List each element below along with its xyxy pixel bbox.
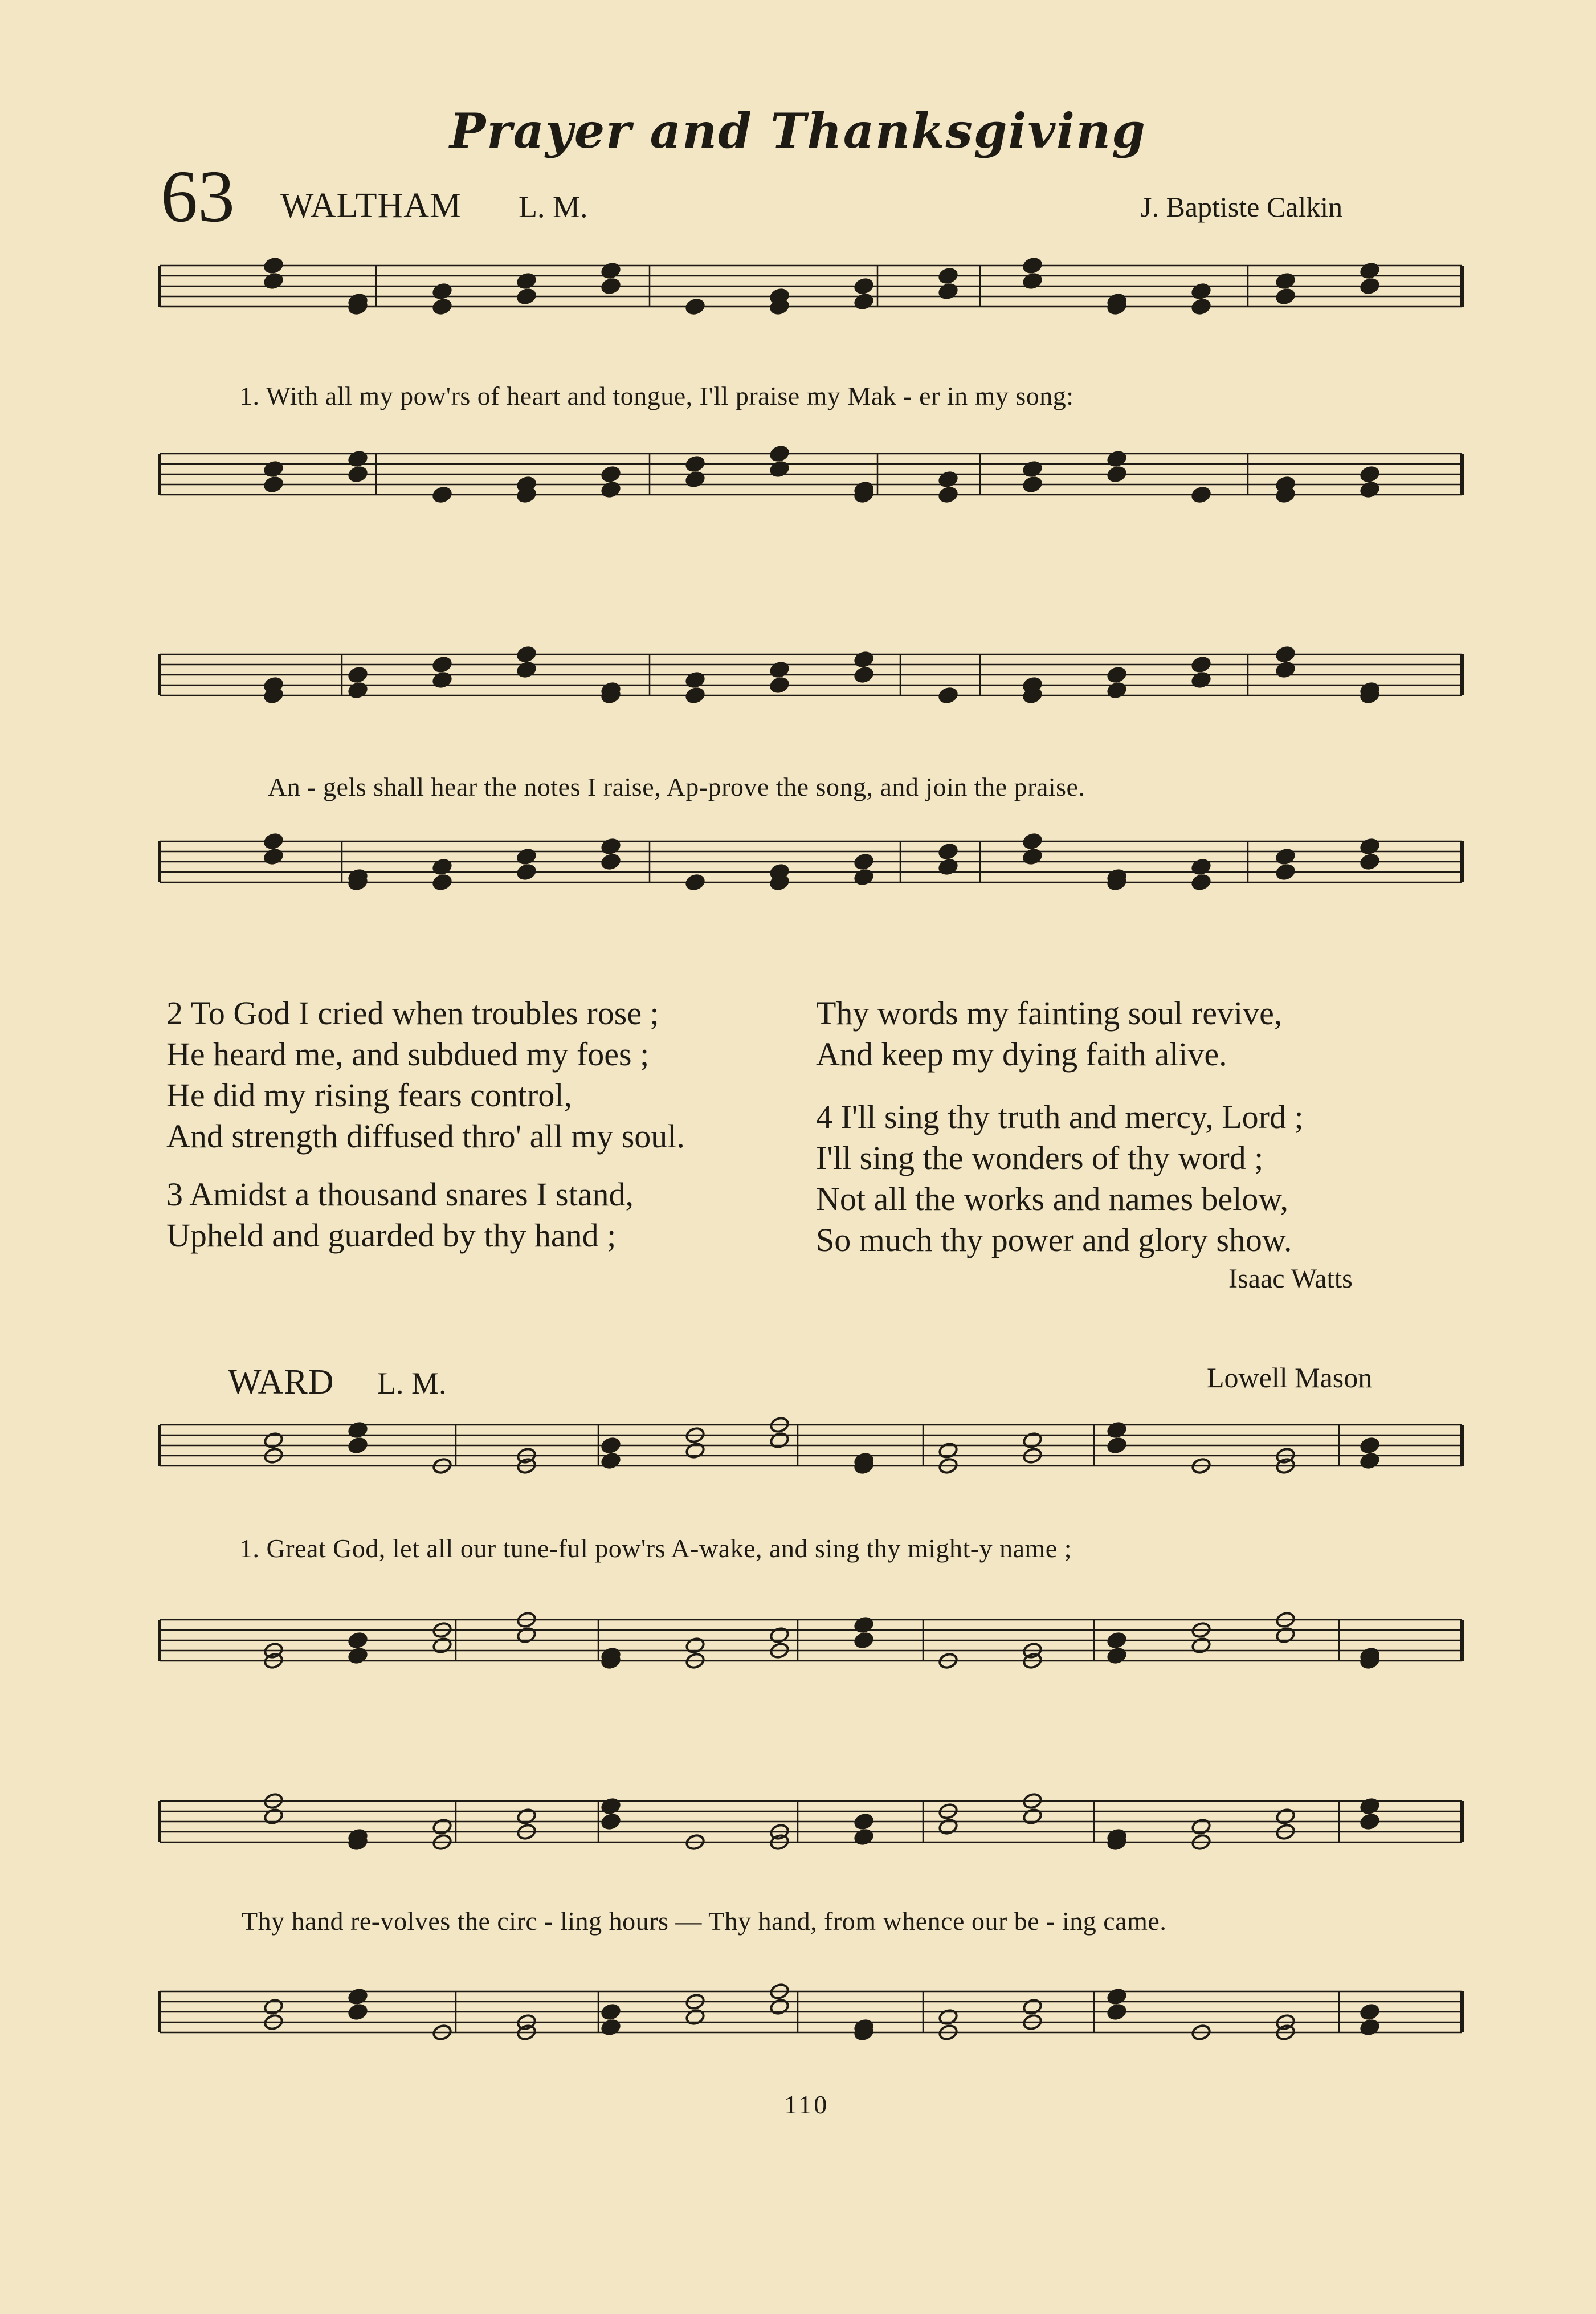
note-head [685, 687, 705, 704]
note-head [1360, 262, 1380, 280]
verse-line: I'll sing the wonders of thy word ; [816, 1139, 1264, 1176]
note-head [601, 2003, 621, 2021]
note-head [854, 278, 874, 295]
note-head [601, 1798, 621, 1815]
note-head [1275, 863, 1296, 881]
note-head [601, 262, 621, 280]
note-head [1107, 1632, 1127, 1649]
note-head [432, 1818, 452, 1836]
section-title: Prayer and Thanksgiving [450, 103, 1146, 159]
note-head [432, 858, 452, 876]
note-head [432, 298, 452, 316]
verse-line: He heard me, and subdued my foes ; [166, 1036, 650, 1073]
note-head [1107, 1421, 1127, 1439]
note-head [348, 1437, 368, 1455]
note-head [263, 1432, 284, 1449]
note-head [516, 646, 537, 663]
note-head [685, 471, 705, 488]
note-head [1107, 1437, 1127, 1455]
note-head [769, 461, 790, 478]
note-head [601, 1437, 621, 1455]
note-head [1275, 1808, 1296, 1826]
note-head [263, 848, 284, 866]
verse-4 [816, 1097, 1304, 1261]
note-head [1360, 2019, 1380, 2036]
verse-line: 3 Amidst a thousand snares I stand, [166, 1176, 634, 1213]
meter: L. M. [519, 190, 588, 224]
verse-line: Upheld and guarded by thy hand ; [166, 1217, 617, 1254]
note-head [348, 1647, 368, 1665]
note-head [432, 656, 452, 674]
note-head [938, 1442, 958, 1460]
note-head [854, 666, 874, 684]
note-head [601, 838, 621, 855]
note-head [516, 272, 537, 290]
note-head [1022, 476, 1043, 494]
note-head [854, 869, 874, 886]
note-head [601, 853, 621, 871]
note-head [1022, 833, 1043, 850]
note-head [1360, 2003, 1380, 2021]
note-head [516, 848, 537, 866]
note-head [685, 1637, 705, 1655]
note-head [516, 1627, 537, 1644]
note-head [1191, 874, 1211, 891]
note-head [685, 874, 705, 891]
page-number: 110 [784, 2090, 830, 2119]
note-head [1191, 298, 1211, 316]
tune-name: WALTHAM [280, 186, 462, 225]
note-head [348, 466, 368, 483]
note-head [263, 272, 284, 290]
note-head [1191, 656, 1211, 674]
verse-line: And keep my dying faith alive. [816, 1036, 1227, 1073]
note-head [1022, 461, 1043, 478]
note-head [263, 461, 284, 478]
note-head [348, 450, 368, 468]
note-head [348, 666, 368, 684]
note-head [1022, 1808, 1043, 1826]
note-head [1107, 2003, 1127, 2021]
note-head [938, 486, 958, 504]
note-head [1360, 1813, 1380, 1831]
composer: Lowell Mason [1207, 1362, 1373, 1394]
note-head [938, 843, 958, 861]
lyric-line: 1. With all my pow'rs of heart and tongue, I'll praise my Mak - er in my song: [239, 381, 1074, 410]
note-head [1360, 278, 1380, 295]
note-head [1107, 1988, 1127, 2006]
note-head [432, 283, 452, 300]
note-head [432, 1637, 452, 1655]
hymn-number: 63 [161, 156, 235, 238]
note-head [938, 687, 958, 704]
note-head [1022, 257, 1043, 275]
note-head [854, 853, 874, 871]
note-head [854, 293, 874, 311]
verse-3 [166, 1174, 634, 1256]
note-head [348, 1421, 368, 1439]
note-head [685, 671, 705, 689]
note-head [1022, 848, 1043, 866]
note-head [601, 466, 621, 483]
verse-line: 2 To God I cried when troubles rose ; [166, 995, 659, 1032]
verse-line: He did my rising fears control, [166, 1077, 572, 1114]
note-head [601, 1452, 621, 1470]
note-head [1107, 450, 1127, 468]
lyric-line: Thy hand re-volves the circ - ling hours — Thy hand, from whence our be - ing came. [242, 1906, 1167, 1936]
verse-line: 4 I'll sing thy truth and mercy, Lord ; [816, 1098, 1304, 1135]
composer: J. Baptiste Calkin [1141, 191, 1343, 223]
note-head [854, 1616, 874, 1634]
note-head [516, 661, 537, 679]
meter: L. M. [377, 1366, 447, 1400]
note-head [1191, 1637, 1211, 1655]
author: Isaac Watts [1228, 1264, 1353, 1294]
verse-2-continued [816, 993, 1282, 1075]
note-head [1191, 1818, 1211, 1836]
note-head [1022, 272, 1043, 290]
verse-2 [166, 993, 685, 1157]
note-head [769, 1998, 790, 2016]
note-head [769, 1627, 790, 1644]
note-head [1275, 272, 1296, 290]
note-head [854, 1813, 874, 1831]
note-head [263, 257, 284, 275]
note-head [769, 1432, 790, 1449]
verse-line: And strength diffused thro' all my soul. [166, 1118, 685, 1155]
note-head [263, 1808, 284, 1826]
note-head [769, 677, 790, 694]
note-head [854, 1828, 874, 1846]
note-head [1022, 1998, 1043, 2016]
note-head [685, 1442, 705, 1460]
note-head [1022, 1432, 1043, 1449]
note-head [1360, 1437, 1380, 1455]
note-head [769, 661, 790, 679]
note-head [1191, 671, 1211, 689]
note-head [1107, 466, 1127, 483]
note-head [432, 486, 452, 504]
note-head [348, 1632, 368, 1649]
note-head [854, 651, 874, 669]
note-head [1275, 848, 1296, 866]
tune-name: WARD [228, 1363, 334, 1402]
note-head [348, 1988, 368, 2006]
note-head [1191, 283, 1211, 300]
note-head [601, 1813, 621, 1831]
note-head [1191, 858, 1211, 876]
note-head [1107, 1647, 1127, 1665]
note-head [1360, 1452, 1380, 1470]
note-head [432, 671, 452, 689]
note-head [685, 455, 705, 473]
note-head [1275, 288, 1296, 305]
note-head [938, 858, 958, 876]
note-head [1191, 486, 1211, 504]
note-head [516, 863, 537, 881]
verse-line: So much thy power and glory show. [816, 1221, 1292, 1258]
note-head [1360, 1798, 1380, 1815]
note-head [938, 471, 958, 488]
note-head [769, 445, 790, 463]
note-head [1360, 466, 1380, 483]
note-head [516, 288, 537, 305]
note-head [263, 476, 284, 494]
note-head [685, 2009, 705, 2026]
note-head [1360, 838, 1380, 855]
note-head [1275, 1627, 1296, 1644]
note-head [601, 278, 621, 295]
verse-line: Thy words my fainting soul revive, [816, 995, 1283, 1032]
note-head [263, 1998, 284, 2016]
note-head [348, 682, 368, 699]
note-head [516, 1808, 537, 1826]
note-head [938, 2009, 958, 2026]
note-head [1360, 481, 1380, 499]
note-head [1107, 666, 1127, 684]
note-head [1107, 682, 1127, 699]
note-head [263, 833, 284, 850]
note-head [1275, 646, 1296, 663]
lyric-line: 1. Great God, let all our tune-ful pow'rs A-wake, and sing thy might-y name ; [239, 1534, 1072, 1563]
note-head [601, 2019, 621, 2036]
note-head [432, 874, 452, 891]
lyric-line: An - gels shall hear the notes I raise, Ap-prove the song, and join the praise. [268, 772, 1085, 801]
note-head [938, 283, 958, 300]
verse-line: Not all the works and names below, [816, 1180, 1288, 1217]
note-head [1275, 661, 1296, 679]
note-head [601, 481, 621, 499]
note-head [854, 1632, 874, 1649]
note-head [685, 298, 705, 316]
note-head [348, 2003, 368, 2021]
note-head [938, 1818, 958, 1836]
note-head [938, 267, 958, 285]
note-head [1360, 853, 1380, 871]
